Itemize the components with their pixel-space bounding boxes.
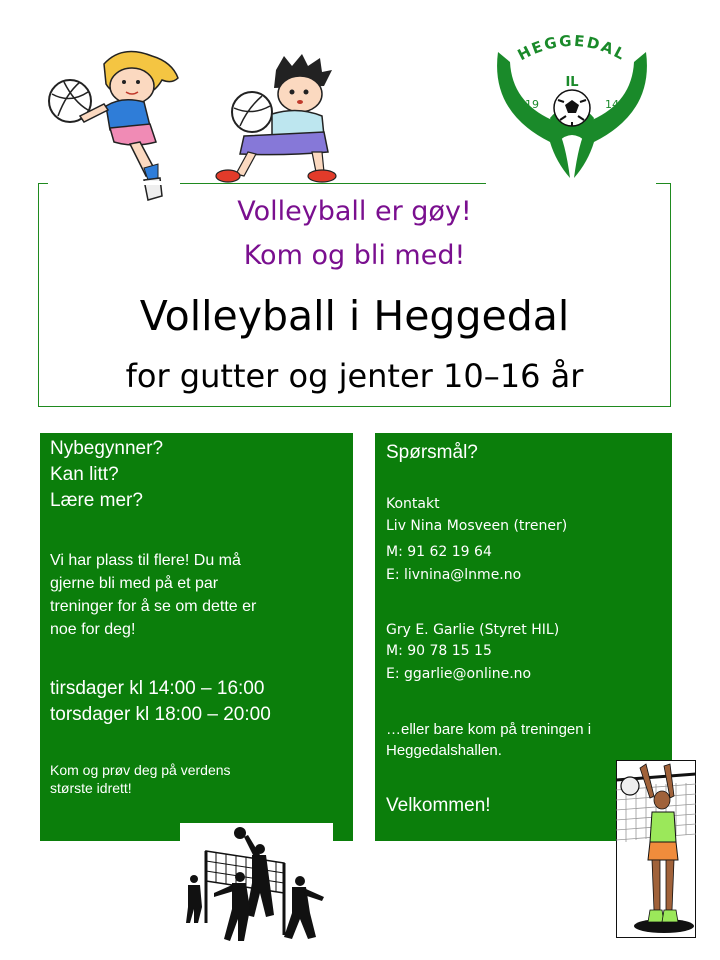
logo-year-left: 19 — [525, 98, 539, 111]
spiking-player-illustration — [616, 760, 696, 938]
schedule-thursday: torsdager kl 18:00 – 20:00 — [50, 704, 271, 725]
note-line: Heggedalshallen. — [386, 742, 502, 759]
page-title: Volleyball i Heggedal — [139, 292, 570, 340]
cta-line: største idrett! — [50, 780, 132, 796]
schedule-tuesday: tirsdager kl 14:00 – 16:00 — [50, 678, 265, 699]
contact-1-phone: M: 91 62 19 64 — [386, 544, 492, 560]
invite-text-line: gjerne bli med på et par — [50, 575, 219, 592]
boy-volleyball-illustration — [214, 52, 344, 184]
welcome-text: Velkommen! — [386, 795, 491, 816]
cta-line: Kom og prøv deg på verdens — [50, 762, 231, 778]
logo-il-text: IL — [565, 75, 579, 90]
note-line: …eller bare kom på treningen i — [386, 721, 592, 738]
question-beginner: Nybegynner? — [50, 438, 164, 459]
heggedal-il-logo — [490, 22, 654, 180]
contact-1-email: E: livnina@lnme.no — [386, 567, 522, 583]
questions-heading: Spørsmål? — [386, 442, 478, 463]
logo-year-right: 14 — [605, 98, 619, 111]
slogan-line-2: Kom og bli med! — [243, 240, 466, 271]
invite-text-line: Vi har plass til flere! Du må — [50, 552, 241, 569]
question-some-skill: Kan litt? — [50, 464, 119, 485]
slogan-line-1: Volleyball er gøy! — [237, 196, 472, 227]
question-learn-more: Lære mer? — [50, 490, 143, 511]
header-border-gap-right — [486, 181, 656, 185]
contact-2-email: E: ggarlie@online.no — [386, 666, 532, 682]
contact-1-name: Liv Nina Mosveen (trener) — [386, 518, 568, 534]
invite-text-line: noe for deg! — [50, 621, 136, 638]
header-border-gap-left — [48, 181, 180, 185]
svg-text:HEGGEDAL — [515, 32, 630, 65]
contact-label: Kontakt — [386, 496, 440, 512]
football-icon — [554, 90, 590, 126]
players-silhouette-illustration — [180, 823, 333, 960]
contact-2-name: Gry E. Garlie (Styret HIL) — [386, 622, 560, 638]
info-panel-left — [40, 433, 353, 841]
contact-2-phone: M: 90 78 15 15 — [386, 643, 492, 659]
logo-name-text: HEGGEDAL — [514, 31, 630, 65]
invite-text-line: treninger for å se om dette er — [50, 598, 257, 615]
page-subtitle: for gutter og jenter 10–16 år — [125, 357, 584, 395]
girl-volleyball-illustration — [44, 44, 194, 204]
